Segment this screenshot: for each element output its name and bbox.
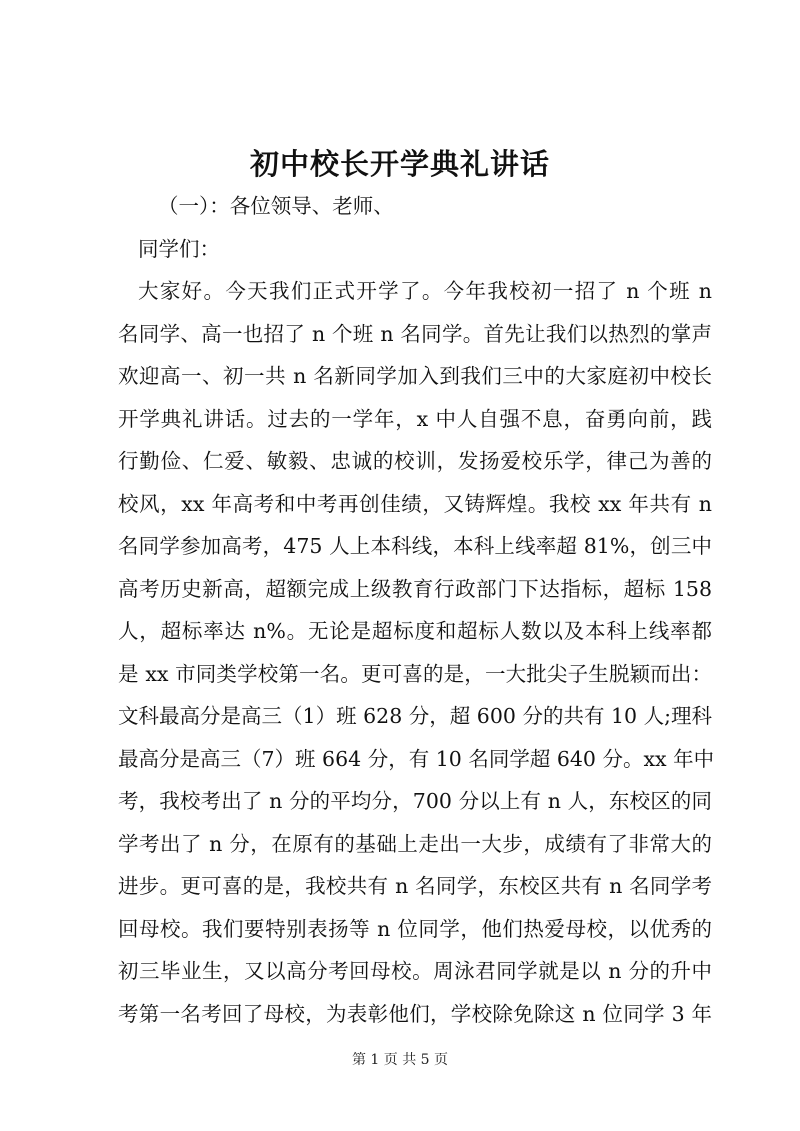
body-line: 学考出了 n 分，在原有的基础上走出一大步，成绩有了非常大的 [118,832,712,856]
body-line: 最高分是高三（7）班 664 分，有 10 名同学超 640 分。xx 年中 [118,747,715,771]
document-title: 初中校长开学典礼讲话 [249,147,550,181]
body-line: 校风，xx 年高考和中考再创佳绩，又铸辉煌。我校 xx 年共有 n [118,492,712,516]
body-line: 名同学、高一也招了 n 个班 n 名同学。首先让我们以热烈的掌声 [118,322,712,346]
body-line: 回母校。我们要特别表扬等 n 位同学，他们热爱母校，以优秀的 [118,917,712,941]
body-line: 名同学参加高考，475 人上本科线，本科上线率超 81%，创三中 [118,534,712,558]
body-line: 文科最高分是高三（1）班 628 分，超 600 分的共有 10 人;理科 [118,704,712,728]
body-line: 初三毕业生，又以高分考回母校。周泳君同学就是以 n 分的升中 [118,959,712,983]
body-line: 人，超标率达 n%。无论是超标度和超标人数以及本科上线率都 [118,619,712,643]
body-line: 进步。更可喜的是，我校共有 n 名同学，东校区共有 n 名同学考 [118,874,712,898]
page-footer: 第 1 页 共 5 页 [351,1052,449,1068]
body-line: 欢迎高一、初一共 n 名新同学加入到我们三中的大家庭初中校长 [118,364,712,388]
body-line: 行勤俭、仁爱、敏毅、忠诚的校训，发扬爱校乐学，律己为善的 [118,449,712,473]
salutation-line: （一）：各位领导、老师、 [158,194,394,218]
body-line: 大家好。今天我们正式开学了。今年我校初一招了 n 个班 n [138,279,712,303]
body-line: 是 xx 市同类学校第一名。更可喜的是，一大批尖子生脱颖而出： [118,662,712,686]
body-line: 开学典礼讲话。过去的一学年，x 中人自强不息，奋勇向前，践 [118,407,712,431]
body-line: 高考历史新高，超额完成上级教育行政部门下达指标，超标 158 [118,577,712,601]
body-line: 考第一名考回了母校，为表彰他们，学校除免除这 n 位同学 3 年 [118,1002,712,1026]
body-line: 考，我校考出了 n 分的平均分，700 分以上有 n 人，东校区的同 [118,789,712,813]
salutation-line: 同学们： [138,237,220,261]
